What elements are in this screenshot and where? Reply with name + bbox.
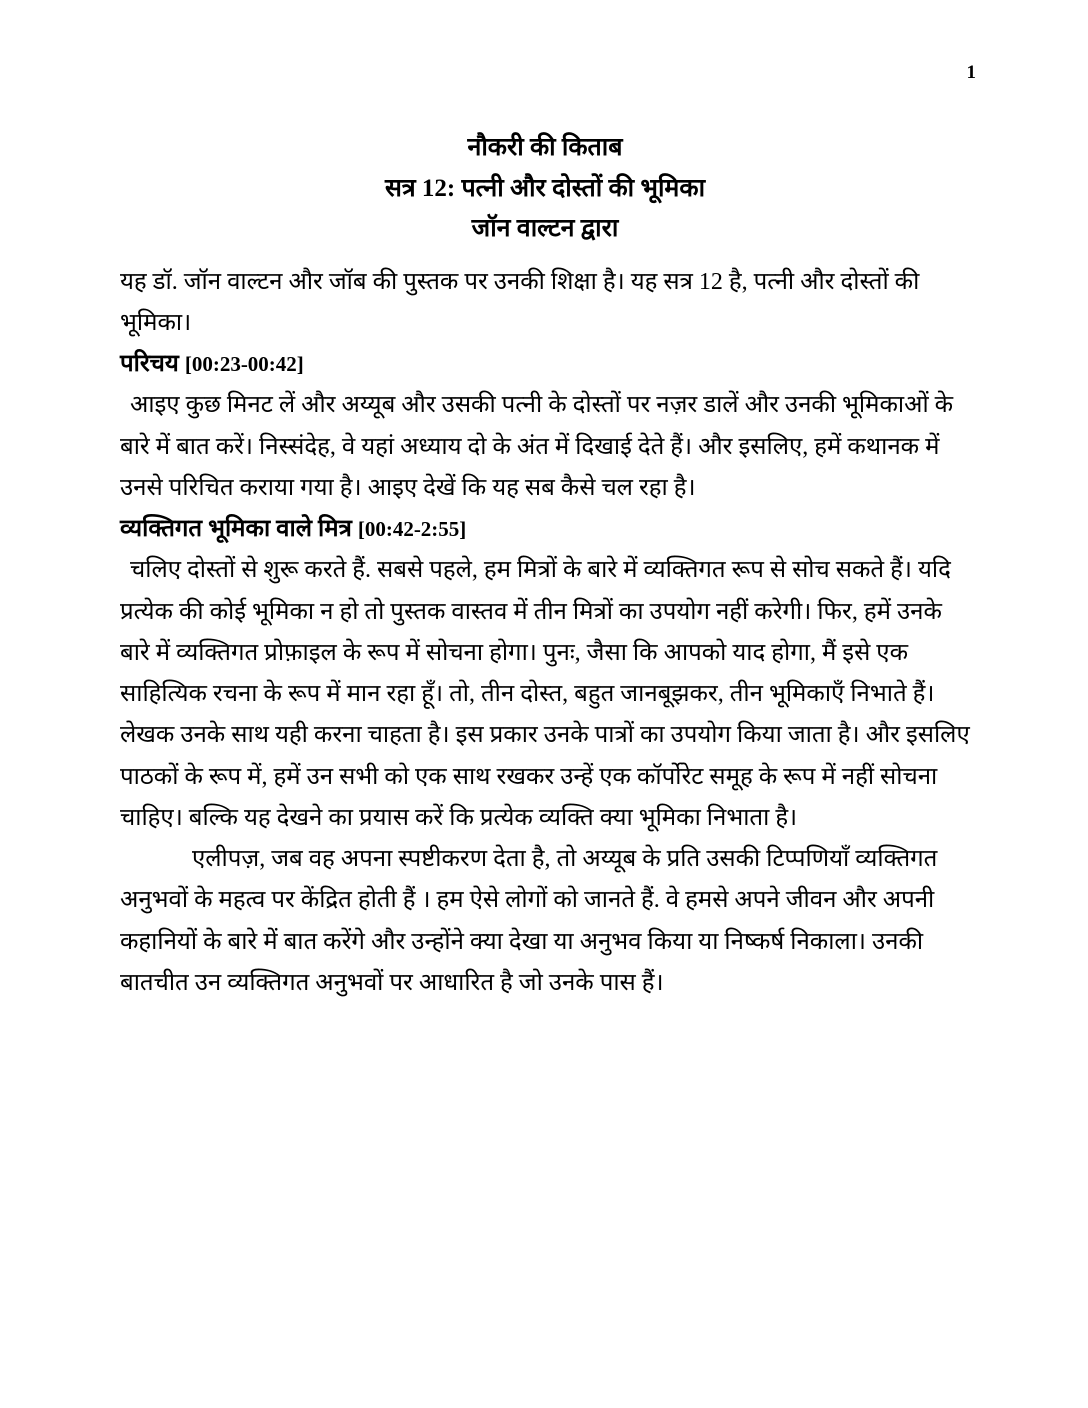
section-friends-paragraph-2: एलीपज़, जब वह अपना स्पष्टीकरण देता है, तो अय्यूब के प्रति उसकी टिप्पणियाँ व्यक्तिगत अनुभवों के महत्व पर केंद्रित होती हैं । हम ऐसे लोगों को जानते हैं. वे हमसे अपने जीवन और अपनी कहानियों के बारे में बात करेंगे और उन्होंने क्या देखा या अनुभव किया या निष्कर्ष निकाला। उनकी बातचीत उन व्यक्तिगत अनुभवों पर आधारित है जो उनके पास हैं। [120, 846, 938, 997]
section-heading-text: परिचय [120, 351, 179, 378]
document-title: नौकरी की किताब [467, 134, 623, 161]
section-friends-paragraph-1: चलिए दोस्तों से शुरू करते हैं. सबसे पहले, हम मित्रों के बारे में व्यक्तिगत रूप से सोच सकते हैं। यदि प्रत्येक की कोई भूमिका न हो तो पुस्तक वास्तव में तीन मित्रों का उपयोग नहीं करेगी। फिर, हमें उनके बारे में व्यक्तिगत प्रोफ़ाइल के रूप में सोचना होगा। पुनः, जैसा कि आपको याद होगा, मैं इसे एक साहित्यिक रचना के रूप में मान रहा हूँ। तो, तीन दोस्त, बहुत जानबूझकर, तीन भूमिकाएँ निभाते हैं। लेखक उनके साथ यही करना चाहता है। इस प्रकार उनके पात्रों का उपयोग किया जाता है। और इसलिए पाठकों के रूप में, हमें उन सभी को एक साथ रखकर उन्हें एक कॉर्पोरेट समूह के रूप में नहीं सोचना चाहिए। बल्कि यह देखने का प्रयास करें कि प्रत्येक व्यक्ति क्या भूमिका निभाता है। [120, 557, 970, 831]
section-introduction-paragraph: आइए कुछ मिनट लें और अय्यूब और उसकी पत्नी के दोस्तों पर नज़र डालें और उनकी भूमिकाओं के बारे में बात करें। निस्संदेह, वे यहां अध्याय दो के अंत में दिखाई देते हैं। और इसलिए, हमें कथानक में उनसे परिचित कराया गया है। आइए देखें कि यह सब कैसे चल रहा है। [120, 392, 954, 501]
section-heading-introduction [120, 344, 970, 385]
section-heading-friends-personal-role [120, 509, 970, 550]
document-content [120, 128, 970, 1004]
page-number: 1 [966, 62, 976, 83]
intro-paragraph: यह डॉ. जॉन वाल्टन और जॉब की पुस्तक पर उनकी शिक्षा है। यह सत्र 12 है, पत्नी और दोस्तों की भूमिका। [120, 268, 920, 336]
document-author: जॉन वाल्टन द्वारा [471, 215, 619, 242]
section-heading-timestamp: [00:42-2:55] [357, 517, 467, 542]
section-heading-text: व्यक्तिगत भूमिका वाले मित्र [120, 516, 352, 543]
document-subtitle: सत्र 12: पत्नी और दोस्तों की भूमिका [384, 174, 706, 202]
section-heading-timestamp: [00:23-00:42] [184, 352, 304, 377]
document-title-block [120, 128, 970, 250]
